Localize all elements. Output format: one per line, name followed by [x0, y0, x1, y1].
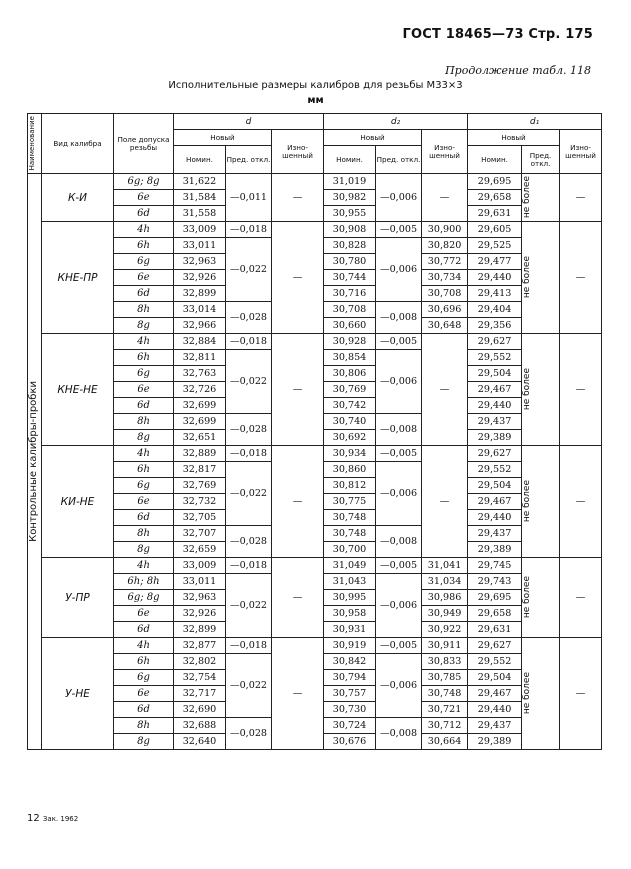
gauge-type: КНЕ-ПР	[42, 222, 114, 334]
d2-nominal-cell: 30,854	[324, 350, 376, 366]
d-worn-cell: —	[272, 638, 324, 750]
d2-nominal-cell: 30,934	[324, 446, 376, 462]
d2-nominal-cell: 30,928	[324, 334, 376, 350]
d2-worn-cell: 30,721	[422, 702, 468, 718]
tolerance-cell: 8g	[114, 734, 174, 750]
d2-nominal-header: Номин.	[324, 146, 376, 174]
d-worn-cell: —	[272, 174, 324, 222]
d2-worn-cell: 30,900	[422, 222, 468, 238]
d2-nominal-cell: 30,955	[324, 206, 376, 222]
d1-nominal-cell: 29,437	[468, 414, 522, 430]
d-dev-cell: —0,028	[226, 302, 272, 334]
d-worn-cell: —	[272, 558, 324, 638]
tolerance-cell: 6d	[114, 702, 174, 718]
d2-dev-cell: —0,008	[376, 302, 422, 334]
d2-worn-cell: 31,034	[422, 574, 468, 590]
d2-nominal-cell: 30,742	[324, 398, 376, 414]
d2-worn-cell: 30,708	[422, 286, 468, 302]
tolerance-cell: 8h	[114, 302, 174, 318]
d-dev-cell: —0,022	[226, 350, 272, 414]
d-nominal-cell: 32,963	[174, 590, 226, 606]
d2-worn-cell: 30,734	[422, 270, 468, 286]
d-nominal-cell: 32,889	[174, 446, 226, 462]
d2-dev-cell: —0,006	[376, 574, 422, 638]
d-nominal-cell: 32,699	[174, 398, 226, 414]
d1-nominal-cell: 29,605	[468, 222, 522, 238]
d-new-header: Новый	[174, 130, 272, 146]
d2-worn-cell: 30,911	[422, 638, 468, 654]
d2-worn-cell: 30,922	[422, 622, 468, 638]
d-nominal-cell: 32,763	[174, 366, 226, 382]
d-nominal-cell: 32,705	[174, 510, 226, 526]
tolerance-cell: 4h	[114, 334, 174, 350]
col-d2-header: d₂	[324, 114, 468, 130]
tolerance-cell: 6e	[114, 270, 174, 286]
d1-worn-cell: —	[560, 638, 602, 750]
d1-worn-cell: —	[560, 334, 602, 446]
d2-worn-cell: 30,748	[422, 686, 468, 702]
d2-nominal-cell: 30,842	[324, 654, 376, 670]
d1-new-header: Новый	[468, 130, 560, 146]
tolerance-cell: 6d	[114, 286, 174, 302]
col-d1-header: d₁	[468, 114, 602, 130]
d1-dev-cell: не более	[522, 334, 560, 446]
d-dev-cell: —0,011	[226, 174, 272, 222]
d-nominal-cell: 32,899	[174, 622, 226, 638]
d1-nominal-cell: 29,389	[468, 430, 522, 446]
d1-nominal-cell: 29,743	[468, 574, 522, 590]
tolerance-cell: 6g; 8g	[114, 590, 174, 606]
d2-worn-cell: 30,772	[422, 254, 468, 270]
gauge-type: У-ПР	[42, 558, 114, 638]
d2-worn-cell: —	[422, 174, 468, 222]
d-nominal-cell: 32,811	[174, 350, 226, 366]
tolerance-cell: 6e	[114, 606, 174, 622]
tolerance-cell: 6h	[114, 350, 174, 366]
tolerance-cell: 6e	[114, 190, 174, 206]
page-footer	[27, 813, 78, 824]
d-nominal-cell: 32,926	[174, 606, 226, 622]
d1-nominal-cell: 29,552	[468, 654, 522, 670]
d2-dev-cell: —0,005	[376, 446, 422, 462]
tolerance-cell: 6g	[114, 366, 174, 382]
d1-nominal-cell: 29,627	[468, 334, 522, 350]
table-title: Исполнительные размеры калибров для резьбы М33×3	[168, 80, 463, 91]
d1-nominal-cell: 29,440	[468, 398, 522, 414]
col-name-header: Наименование	[28, 114, 42, 174]
d-nominal-cell: 32,726	[174, 382, 226, 398]
page-number: 12	[27, 813, 40, 824]
d-dev-cell: —0,028	[226, 526, 272, 558]
d1-nominal-cell: 29,504	[468, 478, 522, 494]
gauge-type: К-И	[42, 174, 114, 222]
d2-nominal-cell: 30,931	[324, 622, 376, 638]
d-dev-cell: —0,028	[226, 718, 272, 750]
d1-nominal-cell: 29,695	[468, 174, 522, 190]
tolerance-cell: 4h	[114, 446, 174, 462]
d2-nominal-cell: 31,043	[324, 574, 376, 590]
d2-dev-cell: —0,005	[376, 222, 422, 238]
d-nominal-cell: 31,622	[174, 174, 226, 190]
d1-nominal-cell: 29,504	[468, 366, 522, 382]
d2-nominal-cell: 30,794	[324, 670, 376, 686]
tolerance-cell: 6g	[114, 670, 174, 686]
d-nominal-cell: 32,769	[174, 478, 226, 494]
d-nominal-cell: 33,009	[174, 222, 226, 238]
tolerance-cell: 6h; 8h	[114, 574, 174, 590]
d1-worn-cell: —	[560, 222, 602, 334]
d-dev-cell: —0,018	[226, 558, 272, 574]
d1-dev-cell: не более	[522, 174, 560, 222]
d2-dev-header: Пред. откл.	[376, 146, 422, 174]
d2-nominal-cell: 30,744	[324, 270, 376, 286]
d1-dev-cell: не более	[522, 446, 560, 558]
tolerance-cell: 4h	[114, 558, 174, 574]
d1-worn-cell: —	[560, 558, 602, 638]
d2-worn-cell: 30,696	[422, 302, 468, 318]
d2-dev-cell: —0,005	[376, 334, 422, 350]
d-nominal-cell: 33,014	[174, 302, 226, 318]
d-nominal-cell: 32,717	[174, 686, 226, 702]
d2-nominal-cell: 30,769	[324, 382, 376, 398]
tolerance-cell: 8h	[114, 526, 174, 542]
gauge-type: КНЕ-НЕ	[42, 334, 114, 446]
d1-nominal-cell: 29,552	[468, 350, 522, 366]
tolerance-cell: 6h	[114, 238, 174, 254]
d1-nominal-cell: 29,631	[468, 206, 522, 222]
d-nominal-cell: 32,963	[174, 254, 226, 270]
d2-nominal-cell: 30,860	[324, 462, 376, 478]
d2-nominal-cell: 30,660	[324, 318, 376, 334]
d2-worn-cell: 30,648	[422, 318, 468, 334]
d2-dev-cell: —0,006	[376, 174, 422, 222]
d2-nominal-cell: 30,724	[324, 718, 376, 734]
d1-nominal-cell: 29,477	[468, 254, 522, 270]
group-label-cell: Контрольные калибры-пробки	[28, 174, 42, 750]
d2-nominal-cell: 30,748	[324, 510, 376, 526]
tolerance-cell: 8h	[114, 718, 174, 734]
tolerance-cell: 8g	[114, 430, 174, 446]
tolerance-cell: 6h	[114, 654, 174, 670]
d2-dev-cell: —0,006	[376, 238, 422, 302]
d2-dev-cell: —0,008	[376, 526, 422, 558]
tolerance-cell: 6g	[114, 478, 174, 494]
d2-dev-cell: —0,008	[376, 414, 422, 446]
d2-worn-cell: 30,949	[422, 606, 468, 622]
d1-nominal-cell: 29,627	[468, 638, 522, 654]
col-d-header: d	[174, 114, 324, 130]
d2-nominal-cell: 30,676	[324, 734, 376, 750]
d1-dev-header: Пред. откл.	[522, 146, 560, 174]
d2-worn-cell: 30,820	[422, 238, 468, 254]
d2-nominal-cell: 30,806	[324, 366, 376, 382]
d1-nominal-cell: 29,356	[468, 318, 522, 334]
d2-nominal-cell: 30,757	[324, 686, 376, 702]
col-tolerance-header: Поле допуска резьбы	[114, 114, 174, 174]
d2-nominal-cell: 30,812	[324, 478, 376, 494]
d-nominal-cell: 32,640	[174, 734, 226, 750]
d2-nominal-cell: 30,982	[324, 190, 376, 206]
d1-worn-cell: —	[560, 174, 602, 222]
d-dev-cell: —0,018	[226, 638, 272, 654]
d1-worn-header: Изно-шенный	[560, 130, 602, 174]
d2-nominal-cell: 31,019	[324, 174, 376, 190]
d2-worn-cell: 31,041	[422, 558, 468, 574]
d-worn-header: Изно-шенный	[272, 130, 324, 174]
d-dev-cell: —0,022	[226, 238, 272, 302]
d2-new-header: Новый	[324, 130, 422, 146]
table-body	[28, 174, 602, 750]
d2-worn-cell: 30,712	[422, 718, 468, 734]
d2-worn-cell: 30,833	[422, 654, 468, 670]
d-dev-cell: —0,028	[226, 414, 272, 446]
d1-nominal-cell: 29,404	[468, 302, 522, 318]
table-continuation: Продолжение табл. 118	[445, 64, 591, 77]
d-nominal-cell: 32,802	[174, 654, 226, 670]
d2-dev-cell: —0,006	[376, 462, 422, 526]
d2-nominal-cell: 30,780	[324, 254, 376, 270]
d-dev-cell: —0,022	[226, 462, 272, 526]
d-nominal-cell: 32,754	[174, 670, 226, 686]
d-nominal-header: Номин.	[174, 146, 226, 174]
d-dev-cell: —0,018	[226, 222, 272, 238]
d-nominal-cell: 31,584	[174, 190, 226, 206]
d-worn-cell: —	[272, 446, 324, 558]
tolerance-cell: 6e	[114, 686, 174, 702]
d1-nominal-cell: 29,525	[468, 238, 522, 254]
d2-nominal-cell: 31,049	[324, 558, 376, 574]
d1-nominal-cell: 29,413	[468, 286, 522, 302]
d-dev-header: Пред. откл.	[226, 146, 272, 174]
tolerance-cell: 8h	[114, 414, 174, 430]
d1-dev-cell: не более	[522, 638, 560, 750]
d2-nominal-cell: 30,708	[324, 302, 376, 318]
d1-nominal-cell: 29,631	[468, 622, 522, 638]
d2-nominal-cell: 30,740	[324, 414, 376, 430]
d1-nominal-header: Номин.	[468, 146, 522, 174]
d2-dev-cell: —0,006	[376, 350, 422, 414]
d-dev-cell: —0,018	[226, 334, 272, 350]
d2-nominal-cell: 30,775	[324, 494, 376, 510]
d1-nominal-cell: 29,440	[468, 510, 522, 526]
d2-worn-cell: 30,664	[422, 734, 468, 750]
tolerance-cell: 4h	[114, 638, 174, 654]
tolerance-cell: 6g	[114, 254, 174, 270]
d-nominal-cell: 32,884	[174, 334, 226, 350]
d2-nominal-cell: 30,730	[324, 702, 376, 718]
d1-nominal-cell: 29,467	[468, 494, 522, 510]
d2-nominal-cell: 30,828	[324, 238, 376, 254]
d2-worn-cell: 30,785	[422, 670, 468, 686]
d2-nominal-cell: 30,958	[324, 606, 376, 622]
d2-worn-header: Изно-шенный	[422, 130, 468, 174]
d-nominal-cell: 32,707	[174, 526, 226, 542]
d-nominal-cell: 33,011	[174, 574, 226, 590]
d-nominal-cell: 32,966	[174, 318, 226, 334]
d1-nominal-cell: 29,389	[468, 542, 522, 558]
d-nominal-cell: 32,926	[174, 270, 226, 286]
d-dev-cell: —0,022	[226, 574, 272, 638]
dimensions-table	[27, 113, 602, 750]
d-nominal-cell: 32,690	[174, 702, 226, 718]
tolerance-cell: 6e	[114, 494, 174, 510]
d1-nominal-cell: 29,437	[468, 526, 522, 542]
d1-nominal-cell: 29,440	[468, 270, 522, 286]
gauge-type: КИ-НЕ	[42, 446, 114, 558]
d2-dev-cell: —0,006	[376, 654, 422, 718]
d-dev-cell: —0,022	[226, 654, 272, 718]
d-nominal-cell: 32,899	[174, 286, 226, 302]
unit-label: мм	[307, 95, 324, 106]
d-worn-cell: —	[272, 334, 324, 446]
d1-nominal-cell: 29,658	[468, 190, 522, 206]
d1-nominal-cell: 29,467	[468, 382, 522, 398]
d-nominal-cell: 32,651	[174, 430, 226, 446]
d-nominal-cell: 31,558	[174, 206, 226, 222]
d1-worn-cell: —	[560, 446, 602, 558]
d-dev-cell: —0,018	[226, 446, 272, 462]
d-nominal-cell: 32,732	[174, 494, 226, 510]
d1-nominal-cell: 29,437	[468, 718, 522, 734]
d2-nominal-cell: 30,919	[324, 638, 376, 654]
tolerance-cell: 6e	[114, 382, 174, 398]
tolerance-cell: 6g; 8g	[114, 174, 174, 190]
document-header: ГОСТ 18465—73 Стр. 175	[402, 27, 593, 42]
d1-nominal-cell: 29,389	[468, 734, 522, 750]
d-nominal-cell: 32,688	[174, 718, 226, 734]
d2-nominal-cell: 30,692	[324, 430, 376, 446]
d2-nominal-cell: 30,908	[324, 222, 376, 238]
d2-dev-cell: —0,005	[376, 638, 422, 654]
d-nominal-cell: 32,817	[174, 462, 226, 478]
order-number: Зак. 1962	[42, 815, 79, 823]
d1-dev-cell: не более	[522, 558, 560, 638]
d2-worn-cell: —	[422, 334, 468, 446]
d2-dev-cell: —0,005	[376, 558, 422, 574]
d1-nominal-cell: 29,467	[468, 686, 522, 702]
d1-nominal-cell: 29,695	[468, 590, 522, 606]
d2-dev-cell: —0,008	[376, 718, 422, 750]
d-nominal-cell: 33,011	[174, 238, 226, 254]
d-nominal-cell: 32,699	[174, 414, 226, 430]
d-nominal-cell: 32,659	[174, 542, 226, 558]
d1-nominal-cell: 29,658	[468, 606, 522, 622]
tolerance-cell: 8g	[114, 318, 174, 334]
d2-nominal-cell: 30,716	[324, 286, 376, 302]
tolerance-cell: 6d	[114, 206, 174, 222]
d1-nominal-cell: 29,745	[468, 558, 522, 574]
d1-nominal-cell: 29,552	[468, 462, 522, 478]
d-nominal-cell: 33,009	[174, 558, 226, 574]
d2-nominal-cell: 30,995	[324, 590, 376, 606]
tolerance-cell: 6d	[114, 398, 174, 414]
tolerance-cell: 8g	[114, 542, 174, 558]
gauge-type: У-НЕ	[42, 638, 114, 750]
tolerance-cell: 6d	[114, 622, 174, 638]
tolerance-cell: 4h	[114, 222, 174, 238]
tolerance-cell: 6d	[114, 510, 174, 526]
col-type-header: Вид калибра	[42, 114, 114, 174]
d1-nominal-cell: 29,440	[468, 702, 522, 718]
d1-nominal-cell: 29,627	[468, 446, 522, 462]
d2-nominal-cell: 30,748	[324, 526, 376, 542]
d1-dev-cell: не более	[522, 222, 560, 334]
d2-nominal-cell: 30,700	[324, 542, 376, 558]
d2-worn-cell: 30,986	[422, 590, 468, 606]
tolerance-cell: 6h	[114, 462, 174, 478]
d1-nominal-cell: 29,504	[468, 670, 522, 686]
d-worn-cell: —	[272, 222, 324, 334]
d-nominal-cell: 32,877	[174, 638, 226, 654]
d2-worn-cell: —	[422, 446, 468, 558]
